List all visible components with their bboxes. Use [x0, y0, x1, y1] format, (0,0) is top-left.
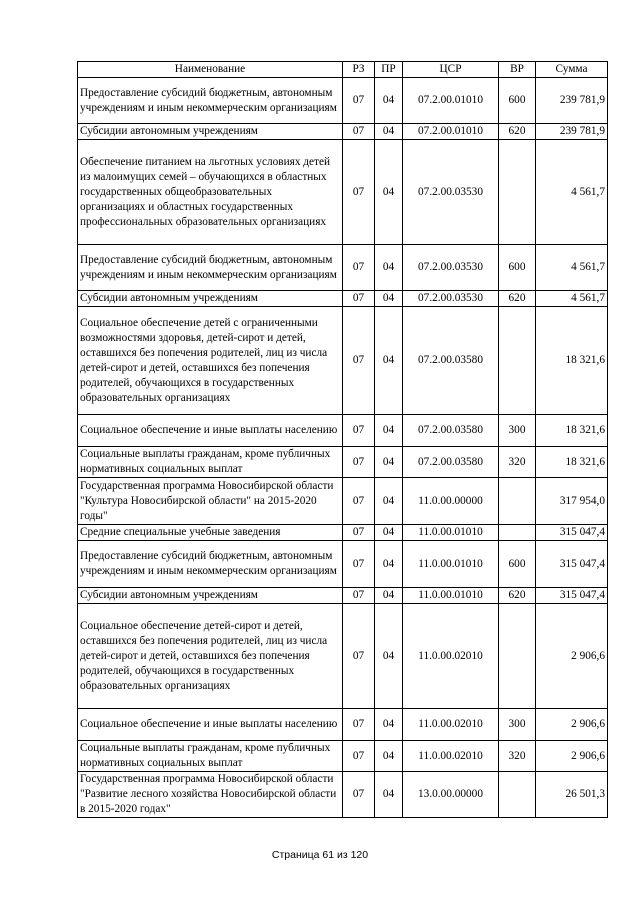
table-row	[78, 78, 608, 124]
cell-rz: 07	[343, 772, 375, 818]
table-row	[78, 709, 608, 741]
cell-pr: 04	[375, 541, 403, 588]
cell-name: Предоставление субсидий бюджетным, автономным учреждениям и иным некоммерческим организациям	[78, 78, 343, 124]
cell-vr: 320	[499, 447, 536, 478]
cell-vr	[499, 478, 536, 525]
cell-csr: 11.0.00.01010	[403, 588, 499, 604]
table-row	[78, 772, 608, 818]
cell-csr: 11.0.00.01010	[403, 541, 499, 588]
cell-rz: 07	[343, 709, 375, 741]
cell-rz: 07	[343, 140, 375, 245]
cell-vr	[499, 140, 536, 245]
table-row	[78, 291, 608, 307]
cell-pr: 04	[375, 709, 403, 741]
table-body	[78, 78, 608, 818]
cell-vr: 300	[499, 709, 536, 741]
cell-sum: 18 321,6	[536, 307, 608, 415]
cell-name: Социальное обеспечение детей с ограниченными возможностями здоровья, детей-сирот и детей, оставшихся без попечения родителей, лиц из числа детей-сирот и детей, оставшихся без попечения родителей, обучающихся в государственных образовательных организациях	[78, 307, 343, 415]
cell-sum: 18 321,6	[536, 447, 608, 478]
cell-pr: 04	[375, 478, 403, 525]
header-row	[78, 62, 608, 78]
cell-pr: 04	[375, 772, 403, 818]
table-row	[78, 447, 608, 478]
cell-vr: 300	[499, 415, 536, 447]
table-row	[78, 541, 608, 588]
cell-name: Социальное обеспечение детей-сирот и детей, оставшихся без попечения родителей, лиц из числа детей-сирот и детей, оставшихся без попечения родителей, обучающихся в государственных образовательных организациях	[78, 604, 343, 709]
cell-sum: 315 047,4	[536, 525, 608, 541]
cell-vr: 620	[499, 588, 536, 604]
table-header	[78, 62, 608, 78]
cell-name: Государственная программа Новосибирской области "Развитие лесного хозяйства Новосибирской области в 2015-2020 годах"	[78, 772, 343, 818]
cell-rz: 07	[343, 124, 375, 140]
cell-sum: 4 561,7	[536, 245, 608, 291]
cell-pr: 04	[375, 525, 403, 541]
cell-name: Социальные выплаты гражданам, кроме публичных нормативных социальных выплат	[78, 447, 343, 478]
cell-vr: 620	[499, 291, 536, 307]
cell-csr: 11.0.00.02010	[403, 604, 499, 709]
cell-rz: 07	[343, 245, 375, 291]
page-number: Страница 61 из 120	[271, 849, 369, 861]
table-row	[78, 140, 608, 245]
header-rz: РЗ	[343, 62, 375, 78]
cell-sum: 317 954,0	[536, 478, 608, 525]
cell-pr: 04	[375, 307, 403, 415]
cell-csr: 11.0.00.01010	[403, 525, 499, 541]
cell-vr	[499, 307, 536, 415]
cell-sum: 239 781,9	[536, 78, 608, 124]
cell-name: Обеспечение питанием на льготных условиях детей из малоимущих семей – обучающихся в областных государственных общеобразовательных организациях и областных государственных профессиональных образовательных организациях	[78, 140, 343, 245]
cell-csr: 13.0.00.00000	[403, 772, 499, 818]
cell-sum: 315 047,4	[536, 541, 608, 588]
header-name: Наименование	[78, 62, 343, 78]
header-sum: Сумма	[536, 62, 608, 78]
table-row	[78, 245, 608, 291]
cell-csr: 11.0.00.02010	[403, 741, 499, 772]
cell-sum: 315 047,4	[536, 588, 608, 604]
cell-rz: 07	[343, 415, 375, 447]
cell-name: Субсидии автономным учреждениям	[78, 588, 343, 604]
cell-rz: 07	[343, 525, 375, 541]
header-pr: ПР	[375, 62, 403, 78]
table-row	[78, 478, 608, 525]
table-row	[78, 525, 608, 541]
cell-csr: 07.2.00.03530	[403, 140, 499, 245]
cell-rz: 07	[343, 478, 375, 525]
table-row	[78, 741, 608, 772]
cell-sum: 2 906,6	[536, 709, 608, 741]
cell-name: Средние специальные учебные заведения	[78, 525, 343, 541]
cell-sum: 4 561,7	[536, 140, 608, 245]
cell-rz: 07	[343, 604, 375, 709]
cell-pr: 04	[375, 741, 403, 772]
cell-csr: 07.2.00.03580	[403, 415, 499, 447]
cell-pr: 04	[375, 447, 403, 478]
cell-csr: 07.2.00.03530	[403, 245, 499, 291]
cell-csr: 07.2.00.03580	[403, 307, 499, 415]
cell-rz: 07	[343, 588, 375, 604]
cell-name: Предоставление субсидий бюджетным, автономным учреждениям и иным некоммерческим организациям	[78, 541, 343, 588]
cell-csr: 07.2.00.03580	[403, 447, 499, 478]
cell-name: Государственная программа Новосибирской области "Культура Новосибирской области" на 2015-2020 годы"	[78, 478, 343, 525]
cell-vr	[499, 772, 536, 818]
cell-pr: 04	[375, 140, 403, 245]
cell-rz: 07	[343, 307, 375, 415]
cell-vr: 600	[499, 245, 536, 291]
cell-pr: 04	[375, 124, 403, 140]
header-vr: ВР	[499, 62, 536, 78]
cell-name: Предоставление субсидий бюджетным, автономным учреждениям и иным некоммерческим организациям	[78, 245, 343, 291]
cell-pr: 04	[375, 588, 403, 604]
cell-vr	[499, 604, 536, 709]
cell-pr: 04	[375, 78, 403, 124]
cell-name: Субсидии автономным учреждениям	[78, 291, 343, 307]
cell-csr: 11.0.00.02010	[403, 709, 499, 741]
cell-name: Субсидии автономным учреждениям	[78, 124, 343, 140]
cell-rz: 07	[343, 541, 375, 588]
cell-csr: 07.2.00.03530	[403, 291, 499, 307]
table-row	[78, 604, 608, 709]
cell-vr: 600	[499, 78, 536, 124]
cell-sum: 239 781,9	[536, 124, 608, 140]
cell-vr: 600	[499, 541, 536, 588]
cell-vr	[499, 525, 536, 541]
cell-csr: 07.2.00.01010	[403, 78, 499, 124]
cell-sum: 18 321,6	[536, 415, 608, 447]
cell-pr: 04	[375, 245, 403, 291]
cell-rz: 07	[343, 291, 375, 307]
table-row	[78, 588, 608, 604]
cell-pr: 04	[375, 604, 403, 709]
cell-rz: 07	[343, 78, 375, 124]
cell-pr: 04	[375, 415, 403, 447]
cell-rz: 07	[343, 447, 375, 478]
cell-sum: 4 561,7	[536, 291, 608, 307]
cell-rz: 07	[343, 741, 375, 772]
header-csr: ЦСР	[403, 62, 499, 78]
cell-pr: 04	[375, 291, 403, 307]
table-row	[78, 124, 608, 140]
cell-sum: 26 501,3	[536, 772, 608, 818]
cell-sum: 2 906,6	[536, 741, 608, 772]
cell-vr: 620	[499, 124, 536, 140]
budget-table	[77, 61, 608, 818]
cell-csr: 07.2.00.01010	[403, 124, 499, 140]
cell-name: Социальные выплаты гражданам, кроме публичных нормативных социальных выплат	[78, 741, 343, 772]
cell-name: Социальное обеспечение и иные выплаты населению	[78, 709, 343, 741]
table-row	[78, 307, 608, 415]
cell-name: Социальное обеспечение и иные выплаты населению	[78, 415, 343, 447]
cell-vr: 320	[499, 741, 536, 772]
cell-csr: 11.0.00.00000	[403, 478, 499, 525]
cell-sum: 2 906,6	[536, 604, 608, 709]
table-row	[78, 415, 608, 447]
